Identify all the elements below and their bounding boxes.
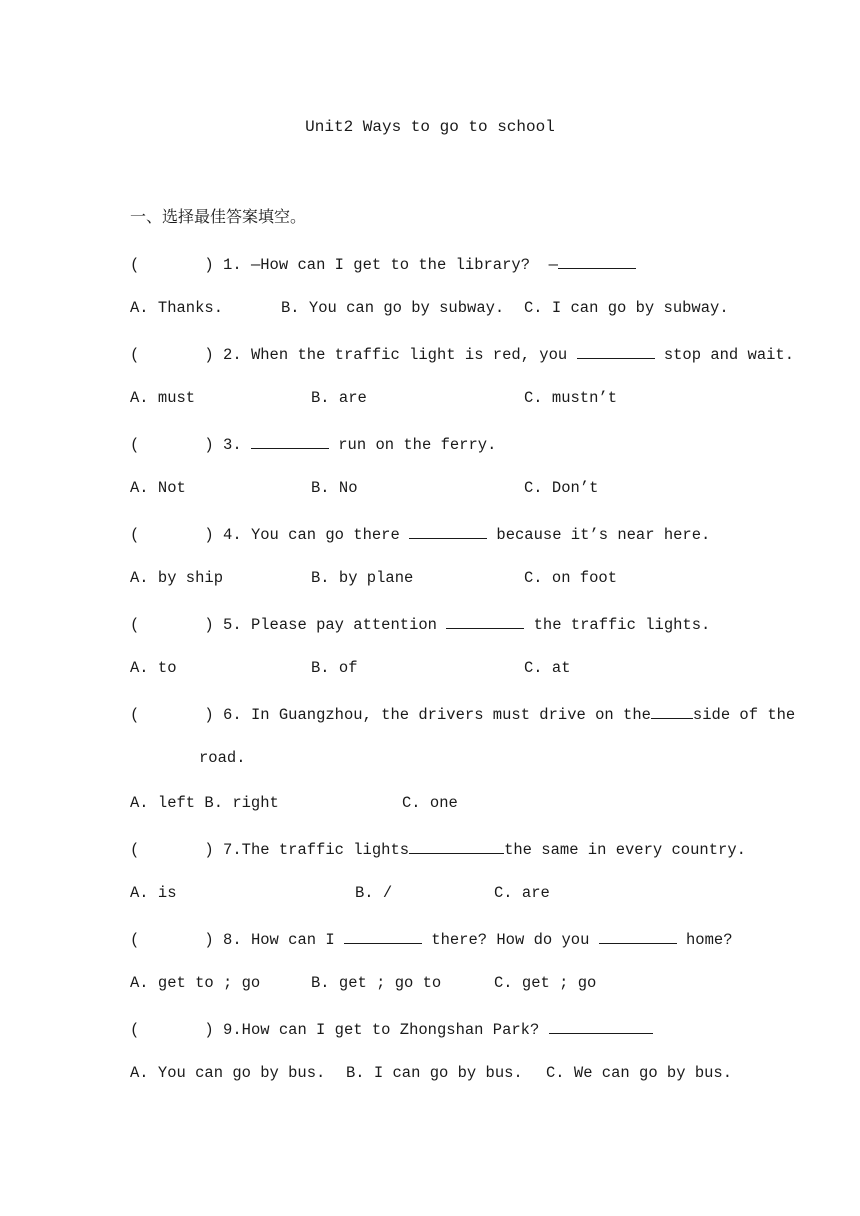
q3-option-b: B. No <box>311 479 358 497</box>
question-text-after: the same in every country. <box>504 841 746 859</box>
worksheet-title: Unit2 Ways to go to school <box>305 118 555 136</box>
answer-paren: ( ) <box>130 841 214 859</box>
answer-paren: ( ) <box>130 346 214 364</box>
q8-option-b: B. get ; go to <box>311 974 442 992</box>
question-text: How can I get to Zhongshan Park? <box>241 1021 549 1039</box>
question-number: 7. <box>223 841 242 859</box>
q2-option-a: A. must <box>130 389 196 407</box>
question-text: You can go there <box>250 526 410 544</box>
question-number: 2. <box>223 346 242 364</box>
question-number: 9. <box>223 1021 242 1039</box>
answer-blank[interactable] <box>577 343 655 359</box>
question-8 <box>130 928 733 950</box>
q3-option-c: C. Don’t <box>524 479 599 497</box>
answer-blank[interactable] <box>251 433 329 449</box>
question-number: 3. <box>223 436 242 454</box>
q5-option-a: A. to <box>130 659 177 677</box>
answer-blank[interactable] <box>599 928 677 944</box>
question-5 <box>130 613 710 635</box>
q4-option-a: A. by ship <box>130 569 224 587</box>
answer-blank[interactable] <box>409 838 504 854</box>
question-text: The traffic lights <box>241 841 410 859</box>
answer-blank[interactable] <box>651 703 693 719</box>
q8-option-a: A. get to ; go <box>130 974 261 992</box>
q5-option-c: C. at <box>524 659 571 677</box>
answer-paren: ( ) <box>130 706 214 724</box>
q6-option-c: C. one <box>402 794 458 812</box>
q7-option-a: A. is <box>130 884 177 902</box>
question-text-after: run on the ferry. <box>328 436 497 454</box>
question-3 <box>130 433 496 455</box>
answer-paren: ( ) <box>130 526 214 544</box>
q3-option-a: A. Not <box>130 479 186 497</box>
q4-option-c: C. on foot <box>524 569 618 587</box>
q2-option-c: C. mustn’t <box>524 389 618 407</box>
q8-option-c: C. get ; go <box>494 974 597 992</box>
question-text: Please pay attention <box>250 616 447 634</box>
q4-option-b: B. by plane <box>311 569 414 587</box>
question-4 <box>130 523 710 545</box>
q1-option-c: C. I can go by subway. <box>524 299 729 317</box>
q2-option-b: B. are <box>311 389 367 407</box>
question-text: —How can I get to the library? — <box>250 256 558 274</box>
section-heading: 一、选择最佳答案填空。 <box>130 207 307 226</box>
question-text-after: because it’s near here. <box>487 526 711 544</box>
q9-option-c: C. We can go by bus. <box>546 1064 733 1082</box>
question-number: 8. <box>223 931 242 949</box>
question-text: In Guangzhou, the drivers must drive on the <box>250 706 651 724</box>
q7-option-b: B. / <box>355 884 393 902</box>
question-6-continuation: road. <box>199 749 246 767</box>
q5-option-b: B. of <box>311 659 358 677</box>
question-1 <box>130 253 636 275</box>
answer-blank[interactable] <box>446 613 524 629</box>
q1-option-b: B. You can go by subway. <box>281 299 505 317</box>
answer-blank[interactable] <box>558 253 636 269</box>
answer-paren: ( ) <box>130 1021 214 1039</box>
question-9 <box>130 1018 653 1040</box>
question-number: 5. <box>223 616 242 634</box>
question-2 <box>130 343 794 365</box>
answer-paren: ( ) <box>130 616 214 634</box>
q1-option-a: A. Thanks. <box>130 299 224 317</box>
question-number: 4. <box>223 526 242 544</box>
question-7 <box>130 838 746 860</box>
question-text-after: the traffic lights. <box>524 616 711 634</box>
question-text-after: side of the <box>692 706 796 724</box>
answer-blank[interactable] <box>549 1018 653 1034</box>
q6-option-ab: A. left B. right <box>130 794 279 812</box>
answer-paren: ( ) <box>130 256 214 274</box>
question-text: How can I <box>250 931 344 949</box>
question-number: 6. <box>223 706 242 724</box>
answer-blank[interactable] <box>344 928 422 944</box>
question-number: 1. <box>223 256 242 274</box>
question-text-middle: there? How do you <box>421 931 599 949</box>
answer-paren: ( ) <box>130 436 214 454</box>
question-text: When the traffic light is red, you <box>250 346 577 364</box>
question-text-after: stop and wait. <box>654 346 795 364</box>
question-text-after: home? <box>676 931 733 949</box>
q9-option-a: A. You can go by bus. <box>130 1064 326 1082</box>
answer-paren: ( ) <box>130 931 214 949</box>
question-6 <box>130 703 795 725</box>
answer-blank[interactable] <box>409 523 487 539</box>
q9-option-b: B. I can go by bus. <box>346 1064 523 1082</box>
q7-option-c: C. are <box>494 884 550 902</box>
